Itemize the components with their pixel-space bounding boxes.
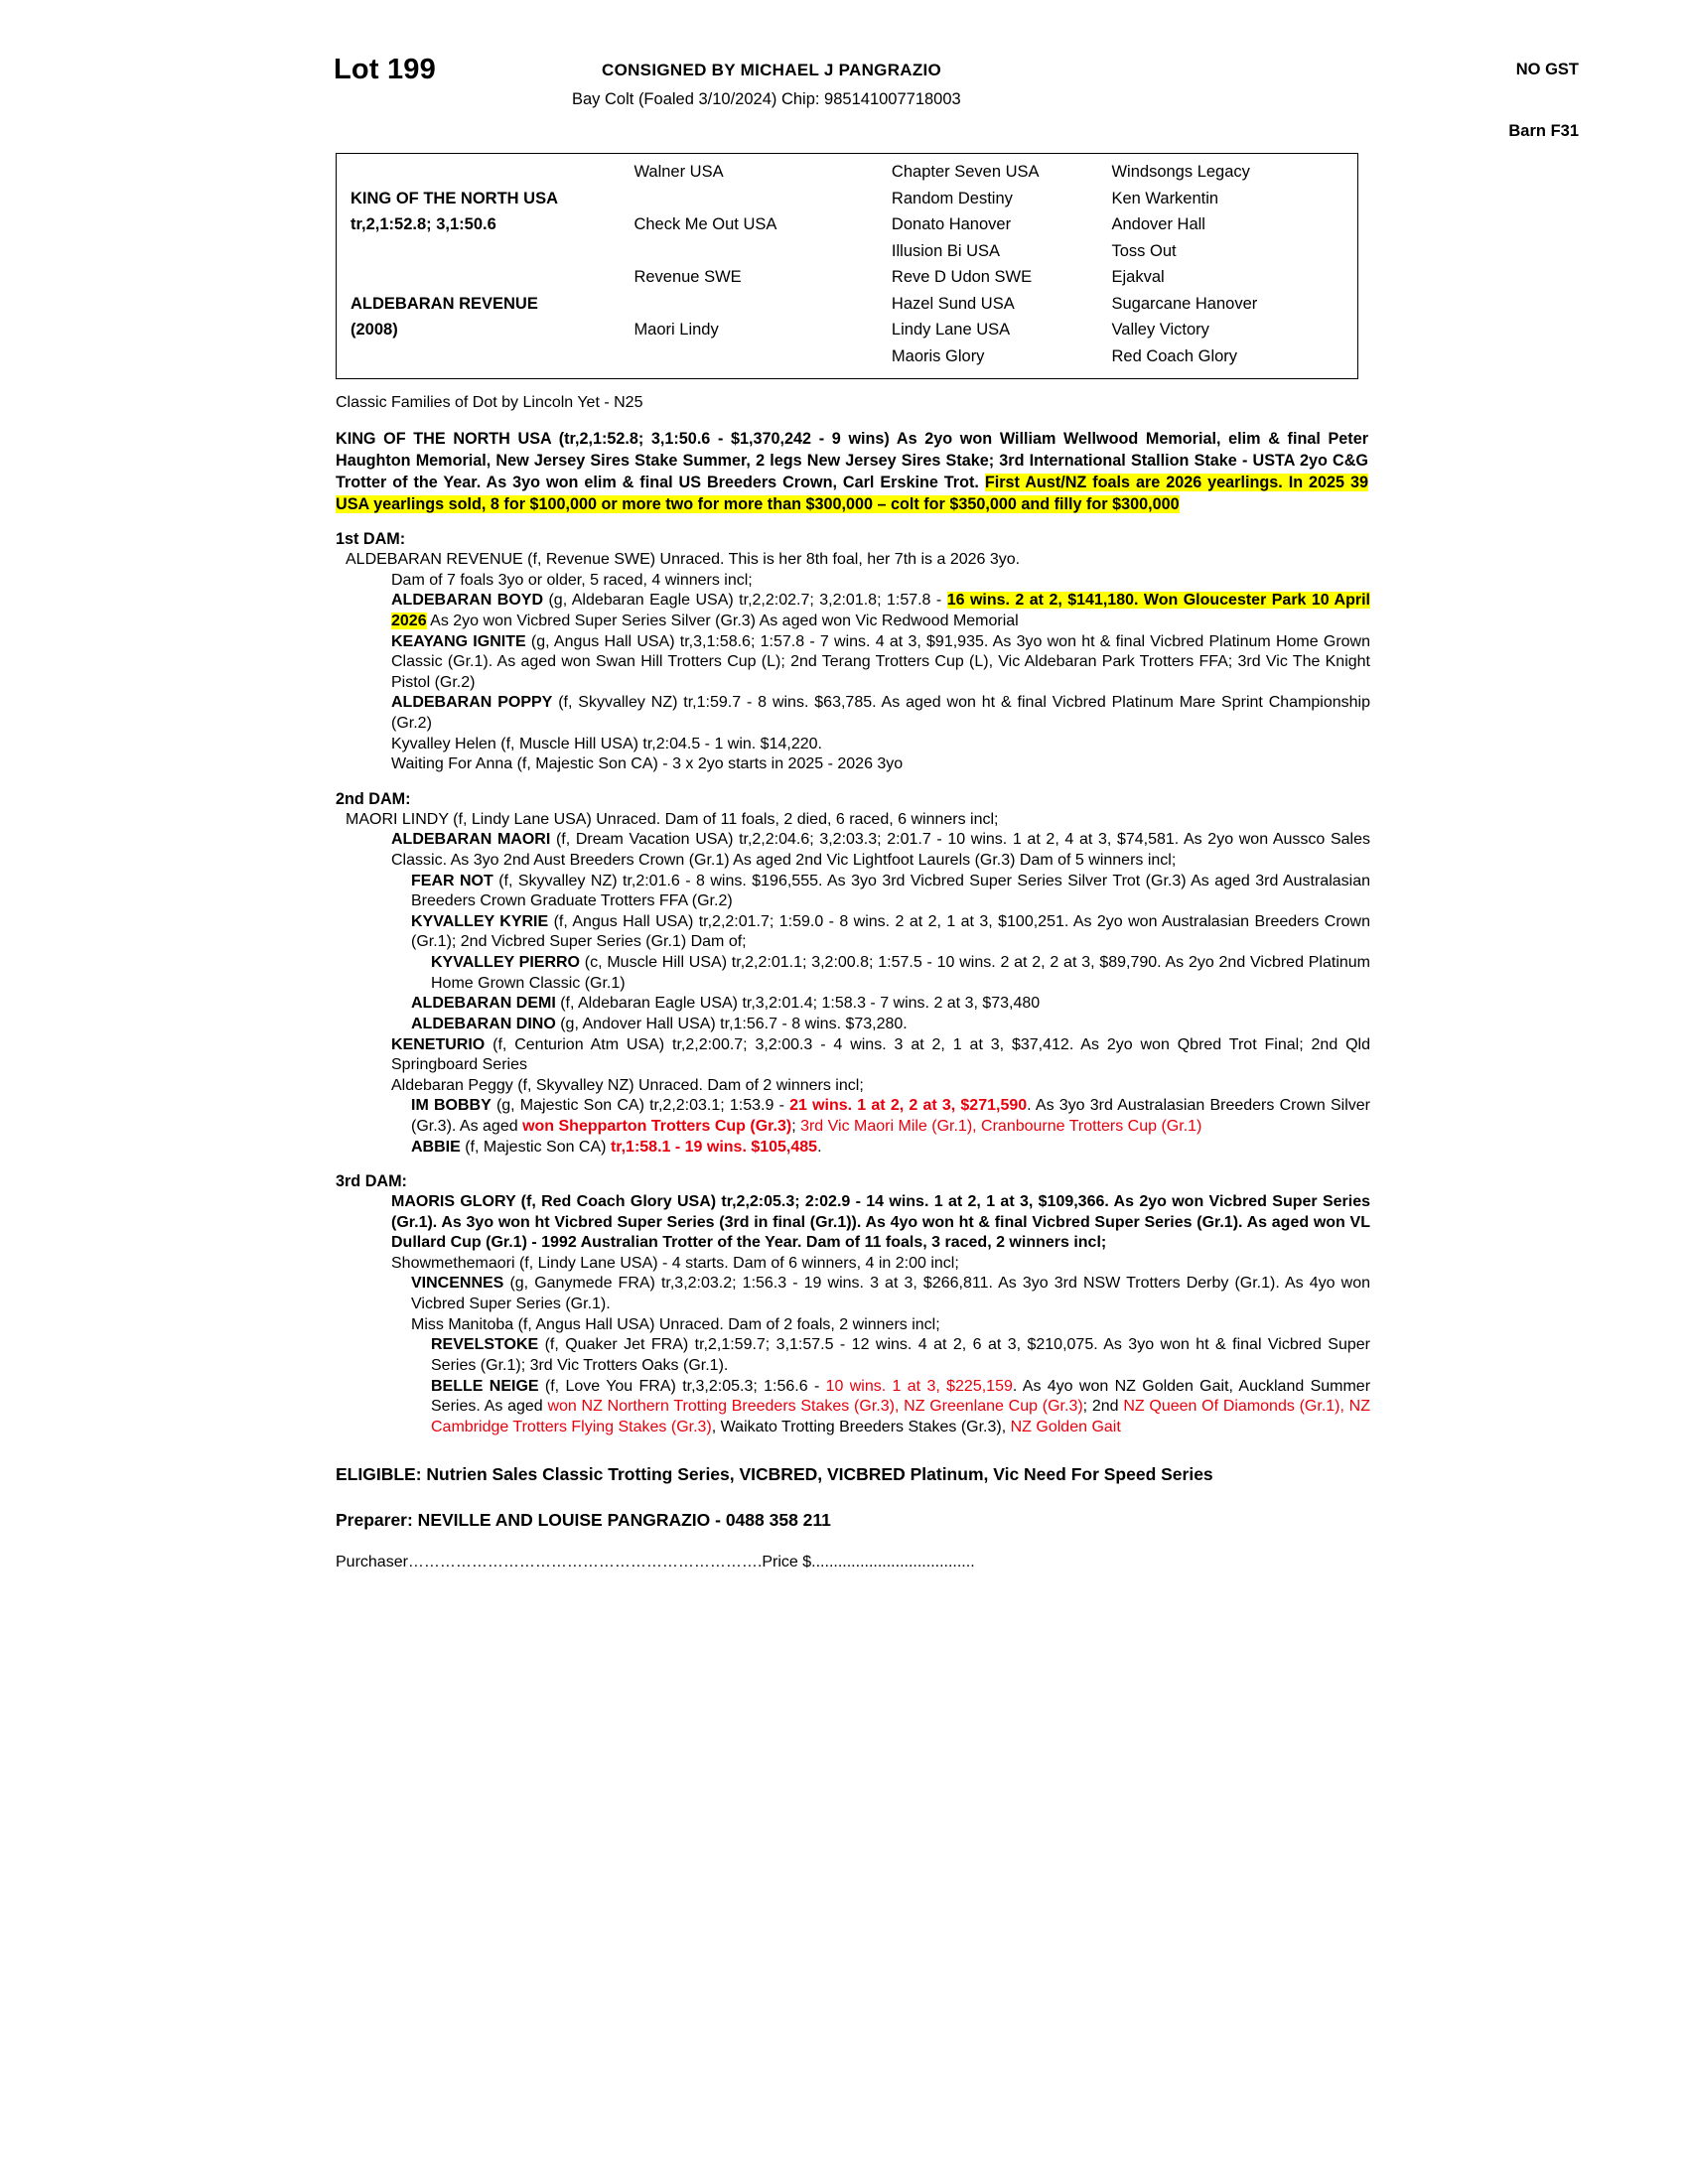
progeny-red-2: won NZ Northern Trotting Breeders Stakes (Gr.3), NZ Greenlane Cup (Gr.3)	[547, 1398, 1083, 1416]
progeny-name: VINCENNES	[411, 1275, 504, 1293]
eligible-line: ELIGIBLE: Nutrien Sales Classic Trotting Series, VICBRED, VICBRED Platinum, Vic Need For Speed Series	[336, 1464, 1213, 1485]
progeny-detail: (g, Aldebaran Eagle USA) tr,2,2:02.7; 3,2:01.8; 1:57.8 -	[543, 592, 947, 610]
progeny-red-1: 10 wins. 1 at 3, $225,159	[825, 1377, 1013, 1395]
progeny-name: ALDEBARAN POPPY	[391, 694, 553, 712]
progeny-name: ALDEBARAN DEMI	[411, 995, 556, 1013]
progeny-red-3: NZ Queen Of Diamonds (Gr.1), NZ Cambridge Trotters Flying Stakes (Gr.3)	[431, 1398, 1371, 1435]
progeny-detail: (f, Majestic Son CA)	[460, 1138, 611, 1156]
list-item	[336, 1015, 1370, 1035]
first-dam-intro-1: ALDEBARAN REVENUE (f, Revenue SWE) Unraced. This is her 8th foal, her 7th is a 2026 3yo.	[346, 551, 1021, 569]
progeny-name: KEAYANG IGNITE	[391, 632, 526, 650]
progeny-name: Kyvalley Helen	[391, 735, 496, 752]
ped-g5: Reve D Udon SWE	[891, 268, 1033, 286]
progeny-detail: (g, Majestic Son CA) tr,2,2:03.1; 1:53.9 -	[491, 1097, 790, 1115]
list-item	[336, 830, 1370, 871]
progeny-tail-3: , Waikato Trotting Breeders Stakes (Gr.3),	[711, 1418, 1011, 1435]
progeny-detail: (f, Aldebaran Eagle USA) tr,3,2:01.4; 1:58.3 - 7 wins. 2 at 3, $73,480	[555, 995, 1041, 1013]
progeny-detail: (g, Ganymede FRA) tr,3,2:03.2; 1:56.3 - 19 wins. 3 at 3, $266,811. As 3yo 3rd NSW Trotters Derby (Gr.1). As 4yo won Vicbred Super Series (Gr.1).	[411, 1275, 1370, 1313]
list-item	[336, 693, 1370, 734]
progeny-name: BELLE NEIGE	[431, 1377, 539, 1395]
progeny-name: KYVALLEY PIERRO	[431, 954, 580, 971]
progeny-detail: (f, Love You FRA) tr,3,2:05.3; 1:56.6 -	[538, 1377, 826, 1395]
list-item	[336, 735, 1370, 755]
progeny-detail: (g, Angus Hall USA) tr,3,1:58.6; 1:57.8 - 7 wins. 4 at 3, $91,935. As 3yo won ht & final Vicbred Platinum Home Grown Classic (Gr.1). As aged won Swan Hill Trotters Cup (L); 2nd Terang Trotters Cup (L), Vic Aldebaran Park Trotters FFA; 3rd Vic The Knight Pistol (Gr.2)	[391, 632, 1370, 691]
list-item	[336, 1315, 1370, 1336]
progeny-red-1: tr,1:58.1 - 19 wins. $105,485	[610, 1138, 818, 1156]
ped-gg8: Red Coach Glory	[1111, 346, 1238, 365]
sire-paragraph	[336, 429, 1368, 515]
progeny-red-4: NZ Golden Gait	[1010, 1418, 1121, 1435]
ped-g2: Random Destiny	[891, 189, 1013, 207]
sire-name: KING OF THE NORTH USA	[351, 189, 558, 207]
third-dam-block	[336, 1192, 1370, 1438]
third-dam-intro: MAORIS GLORY (f, Red Coach Glory USA) tr,2,2:05.3; 2:02.9 - 14 wins. 1 at 2, 1 at 3, $109,366. As 2yo won Vicbred Super Series (Gr.1). As 3yo won ht Vicbred Super Series (3rd in final (Gr.1)). As 4yo won ht & final Vicbred Super Series (Gr.1). As aged won VL Dullard Cup (Gr.1) - 1992 Australian Trotter of the Year. Dam of 11 foals, 3 raced, 2 winners incl;	[391, 1192, 1370, 1252]
dam-name: ALDEBARAN REVENUE	[351, 294, 538, 313]
progeny-detail: (f, Angus Hall USA) tr,2,2:01.7; 1:59.0 - 8 wins. 2 at 2, 1 at 3, $100,251. As 2yo won Australasian Breeders Crown (Gr.1); 2nd Vicbred Super Series (Gr.1) Dam of;	[411, 912, 1371, 951]
horse-description: Bay Colt (Foaled 3/10/2024) Chip: 985141007718003	[572, 90, 961, 108]
sire-sire: Walner USA	[633, 163, 724, 181]
sire-record: tr,2,1:52.8; 3,1:50.6	[351, 215, 496, 233]
barn-label: Barn F31	[1508, 122, 1579, 140]
progeny-red-2: won Shepparton Trotters Cup (Gr.3)	[522, 1118, 792, 1135]
progeny-name: ALDEBARAN BOYD	[391, 592, 544, 610]
pedigree-row	[337, 162, 1357, 372]
progeny-tail-2: ; 2nd	[1082, 1398, 1124, 1416]
classic-families-line: Classic Families of Dot by Lincoln Yet - N25	[336, 394, 643, 411]
list-item	[336, 1096, 1370, 1137]
pedigree-table	[336, 153, 1358, 379]
progeny-tail-2: ;	[791, 1118, 801, 1135]
ped-g6: Hazel Sund USA	[891, 294, 1015, 313]
progeny-highlight: 16 wins. 2 at 2, $141,180. Won Gloucester Park 10 April 2026	[391, 592, 1371, 629]
progeny-detail: (c, Muscle Hill USA) tr,2,2:01.1; 3,2:00.8; 1:57.5 - 10 wins. 2 at 2, 2 at 3, $89,790. As 2yo 2nd Vicbred Platinum Home Grown Classic (Gr.1)	[431, 954, 1370, 992]
progeny-detail: (f, Lindy Lane USA) - 4 starts. Dam of 6 winners, 4 in 2:00 incl;	[514, 1254, 959, 1272]
ped-g8: Maoris Glory	[891, 346, 985, 365]
progeny-detail: (g, Andover Hall USA) tr,1:56.7 - 8 wins. $73,280.	[555, 1015, 908, 1032]
progeny-detail: (f, Dream Vacation USA) tr,2,2:04.6; 3,2:03.3; 2:01.7 - 10 wins. 1 at 2, 4 at 3, $74,581. As 2yo won Aussco Sales Classic. As 3yo 2nd Aust Breeders Crown (Gr.1) As aged 2nd Vic Lightfoot Laurels (Gr.3) Dam of 5 winners incl;	[391, 831, 1370, 869]
progeny-name: IM BOBBY	[411, 1097, 492, 1115]
list-item	[336, 1274, 1370, 1314]
list-item	[336, 912, 1370, 953]
list-item	[336, 632, 1370, 694]
pedigree-col-grandparents	[633, 162, 891, 346]
ped-g3: Donato Hanover	[891, 215, 1012, 233]
third-dam-heading: 3rd DAM:	[336, 1172, 407, 1191]
ped-gg7: Valley Victory	[1111, 321, 1209, 339]
sire-paragraph-plain: KING OF THE NORTH USA (tr,2,1:52.8; 3,1:50.6 - $1,370,242 - 9 wins) As 2yo won William Wellwood Memorial, elim & final Peter Haughton Memorial, New Jersey Sires Stake Summer, 2 legs New Jersey Sires Stake; 3rd International Stallion Stake - USTA 2yo C&G Trotter of the Year. As 3yo won elim & final US Breeders Crown, Carl Erskine Trot.	[336, 430, 1368, 491]
progeny-detail: (f, Quaker Jet FRA) tr,2,1:59.7; 3,1:57.5 - 12 wins. 4 at 2, 6 at 3, $210,075. As 3yo won ht & final Vicbred Super Series (Gr.1); 3rd Vic Trotters Oaks (Gr.1).	[431, 1336, 1370, 1374]
list-item	[336, 953, 1370, 994]
pedigree-col-gg-grandparents	[1111, 162, 1357, 372]
progeny-detail: (f, Centurion Atm USA) tr,2,2:00.7; 3,2:00.3 - 4 wins. 3 at 2, 1 at 3, $37,412. As 2yo won Qbred Trot Final; 2nd Qld Springboard Series	[391, 1035, 1370, 1074]
first-dam-intro-2: Dam of 7 foals 3yo or older, 5 raced, 4 winners incl;	[391, 571, 753, 589]
progeny-name: FEAR NOT	[411, 872, 493, 889]
progeny-detail: (f, Muscle Hill USA) tr,2:04.5 - 1 win. $14,220.	[495, 735, 822, 752]
list-item	[336, 1035, 1370, 1076]
dam-year: (2008)	[351, 321, 398, 339]
progeny-name: KENETURIO	[391, 1035, 486, 1053]
sire-dam: Check Me Out USA	[633, 215, 777, 233]
progeny-detail: (f, Angus Hall USA) Unraced. Dam of 2 foals, 2 winners incl;	[513, 1315, 940, 1333]
progeny-name: KYVALLEY KYRIE	[411, 912, 549, 930]
progeny-detail: (f, Skyvalley NZ) tr,1:59.7 - 8 wins. $63,785. As aged won ht & final Vicbred Platinum Mare Sprint Championship (Gr.2)	[391, 694, 1371, 733]
progeny-name: Miss Manitoba	[411, 1315, 514, 1333]
pedigree-col-sire	[337, 162, 633, 346]
ped-gg1: Windsongs Legacy	[1111, 163, 1250, 181]
ped-gg2: Ken Warkentin	[1111, 189, 1219, 207]
consignor-line: CONSIGNED BY MICHAEL J PANGRAZIO	[602, 61, 942, 79]
progeny-name: ALDEBARAN DINO	[411, 1015, 556, 1032]
ped-g4: Illusion Bi USA	[891, 241, 1001, 260]
ped-gg6: Sugarcane Hanover	[1111, 294, 1258, 313]
list-item	[336, 1335, 1370, 1376]
progeny-tail-1: . As 4yo won NZ Golden Gait, Auckland Summer Series. As aged	[431, 1377, 1371, 1416]
progeny-name: ABBIE	[411, 1138, 461, 1156]
list-item	[336, 1076, 1370, 1097]
dam-sire: Revenue SWE	[633, 268, 742, 286]
ped-g1: Chapter Seven USA	[891, 163, 1040, 181]
list-item	[336, 1138, 1370, 1159]
sire-paragraph-highlight: First Aust/NZ foals are 2026 yearlings. In 2025 39 USA yearlings sold, 8 for $100,000 or more two for more than $300,000 – colt for $350,000 and filly for $300,000	[336, 473, 1368, 513]
ped-gg3: Andover Hall	[1111, 215, 1205, 233]
progeny-tail-1: .	[817, 1138, 822, 1156]
list-item	[336, 1254, 1370, 1275]
list-item	[336, 1377, 1370, 1438]
first-dam-heading: 1st DAM:	[336, 530, 406, 549]
second-dam-heading: 2nd DAM:	[336, 789, 411, 808]
ped-g7: Lindy Lane USA	[891, 321, 1011, 339]
lot-number: Lot 199	[334, 54, 436, 85]
pedigree-col-great-grandparents	[892, 162, 1112, 372]
gst-label: NO GST	[1515, 61, 1579, 78]
progeny-red-1: 21 wins. 1 at 2, 2 at 3, $271,590	[789, 1097, 1028, 1115]
progeny-detail: (f, Skyvalley NZ) tr,2:01.6 - 8 wins. $196,555. As 3yo 3rd Vicbred Super Series Silver Trot (Gr.3) As aged 3rd Australasian Breeders Crown Graduate Trotters FFA (Gr.2)	[411, 872, 1370, 910]
list-item	[336, 754, 1370, 775]
progeny-tail: As 2yo won Vicbred Super Series Silver (Gr.3) As aged won Vic Redwood Memorial	[426, 612, 1019, 629]
list-item	[336, 872, 1370, 912]
purchaser-line: Purchaser………………………………………………………….Price $.....................................	[336, 1554, 975, 1571]
second-dam-block	[336, 810, 1370, 1159]
ped-gg5: Ejakval	[1111, 268, 1165, 286]
progeny-name: Aldebaran Peggy	[391, 1076, 513, 1094]
first-dam-block	[336, 550, 1370, 775]
page-header	[334, 44, 1593, 143]
progeny-red-3: 3rd Vic Maori Mile (Gr.1), Cranbourne Trotters Cup (Gr.1)	[800, 1118, 1202, 1135]
list-item	[336, 591, 1370, 631]
progeny-detail: (f, Skyvalley NZ) Unraced. Dam of 2 winners incl;	[512, 1076, 864, 1094]
second-dam-intro: MAORI LINDY (f, Lindy Lane USA) Unraced. Dam of 11 foals, 2 died, 6 raced, 6 winners incl;	[346, 810, 999, 828]
progeny-name: Waiting For Anna	[391, 755, 513, 773]
list-item	[336, 994, 1370, 1015]
progeny-name: REVELSTOKE	[431, 1336, 539, 1354]
progeny-name: Showmethemaori	[391, 1254, 515, 1272]
progeny-tail-1: . As 3yo 3rd Australasian Breeders Crown Silver (Gr.3). As aged	[411, 1097, 1371, 1135]
preparer-line: Preparer: NEVILLE AND LOUISE PANGRAZIO - 0488 358 211	[336, 1509, 831, 1530]
ped-gg4: Toss Out	[1111, 241, 1177, 260]
progeny-name: ALDEBARAN MAORI	[391, 831, 551, 849]
dam-dam: Maori Lindy	[633, 321, 719, 339]
progeny-detail: (f, Majestic Son CA) - 3 x 2yo starts in 2025 - 2026 3yo	[512, 755, 904, 773]
